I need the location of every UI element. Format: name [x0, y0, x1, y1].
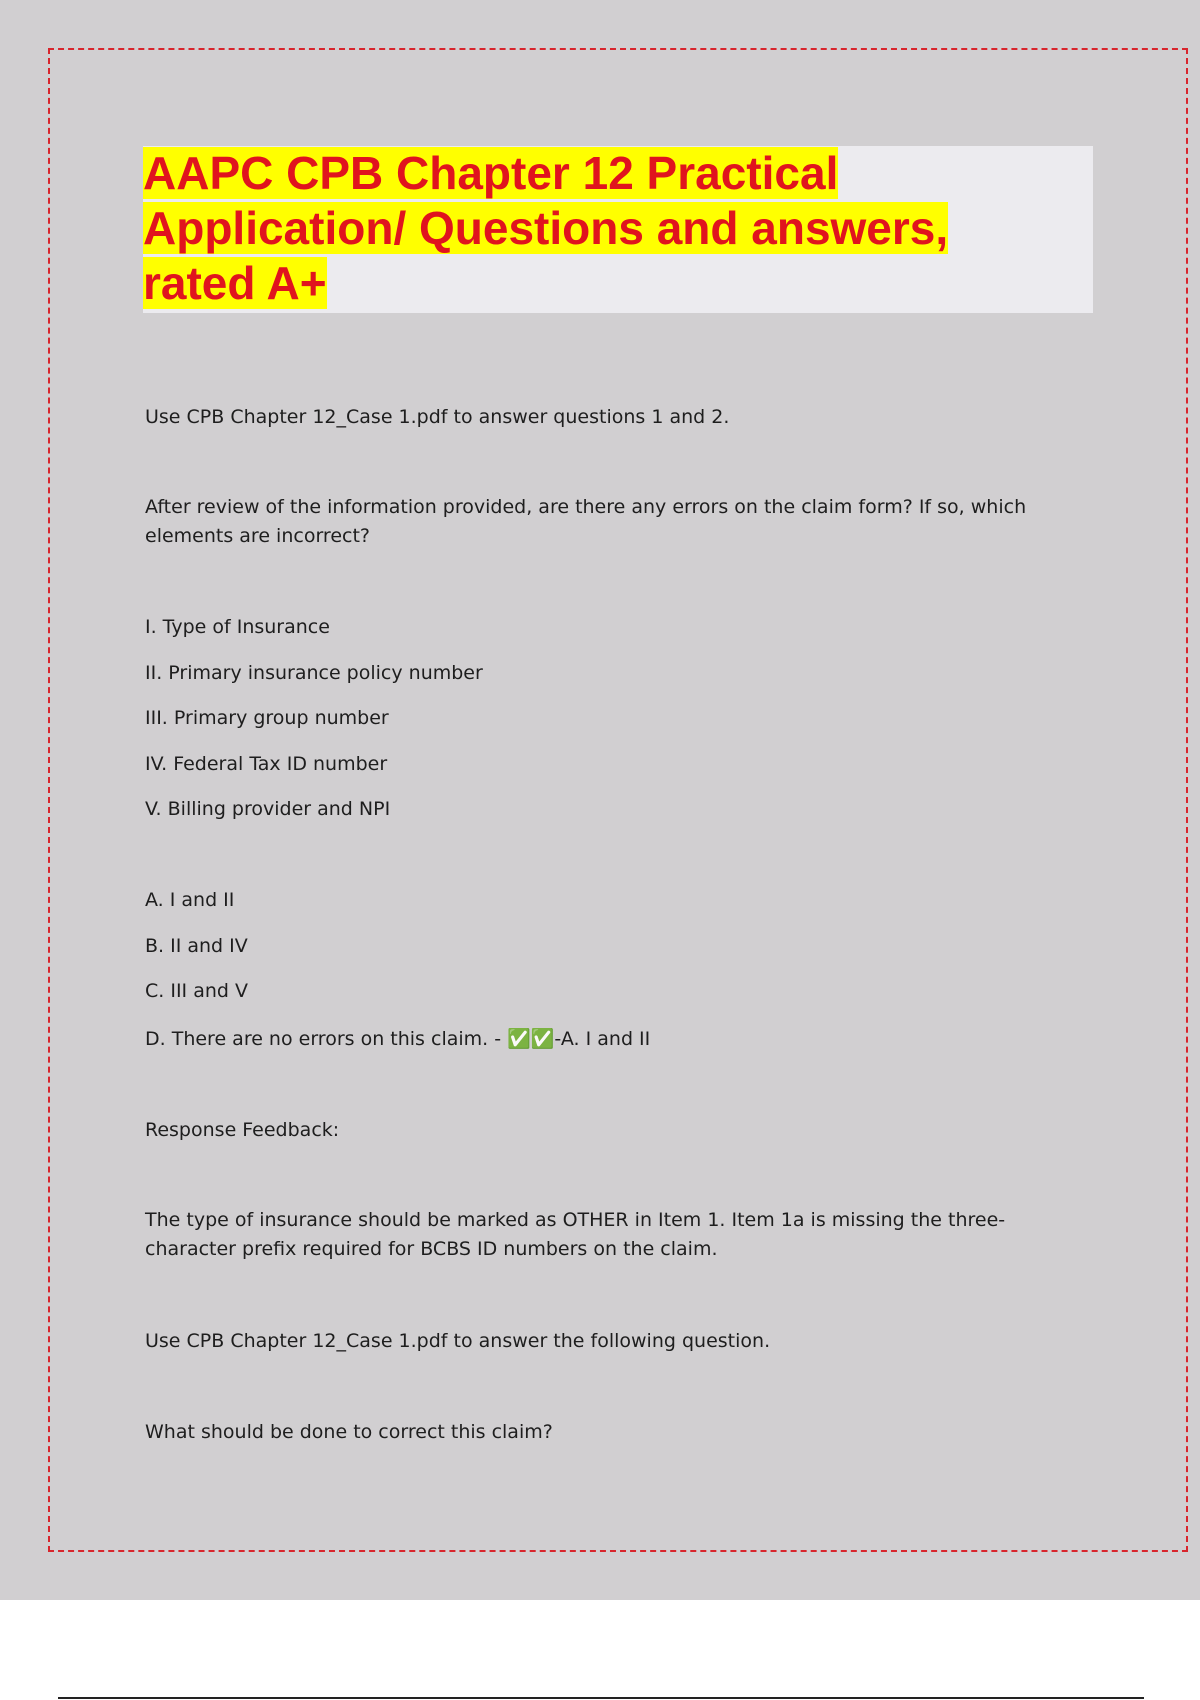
- title-highlight: AAPC CPB Chapter 12 Practical Application/ Questions and answers, rated A+: [143, 147, 949, 309]
- element-item: II. Primary insurance policy number: [145, 662, 483, 684]
- document-title: [143, 146, 1023, 311]
- element-item: IV. Federal Tax ID number: [145, 753, 388, 775]
- answer-option-correct: D. There are no errors on this claim. - ✅✅-A. I and II: [145, 1028, 651, 1050]
- question-2: What should be done to correct this claim?: [145, 1421, 553, 1443]
- element-item: V. Billing provider and NPI: [145, 798, 391, 820]
- element-item: III. Primary group number: [145, 707, 389, 729]
- element-item: I. Type of Insurance: [145, 616, 330, 638]
- question-1: After review of the information provided, are there any errors on the claim form? If so, which elements are incorrect?: [145, 496, 1027, 547]
- feedback-text: The type of insurance should be marked as OTHER in Item 1. Item 1a is missing the three-character prefix required for BCBS ID numbers on the claim.: [145, 1209, 1006, 1260]
- answer-option: A. I and II: [145, 889, 235, 911]
- instruction-1: Use CPB Chapter 12_Case 1.pdf to answer questions 1 and 2.: [145, 406, 730, 428]
- instruction-2: Use CPB Chapter 12_Case 1.pdf to answer the following question.: [145, 1330, 771, 1352]
- next-page-rule: [58, 1697, 1144, 1699]
- title-block: [143, 146, 1093, 313]
- feedback-label: Response Feedback:: [145, 1119, 340, 1141]
- answer-option: B. II and IV: [145, 935, 248, 957]
- answer-option: C. III and V: [145, 980, 248, 1002]
